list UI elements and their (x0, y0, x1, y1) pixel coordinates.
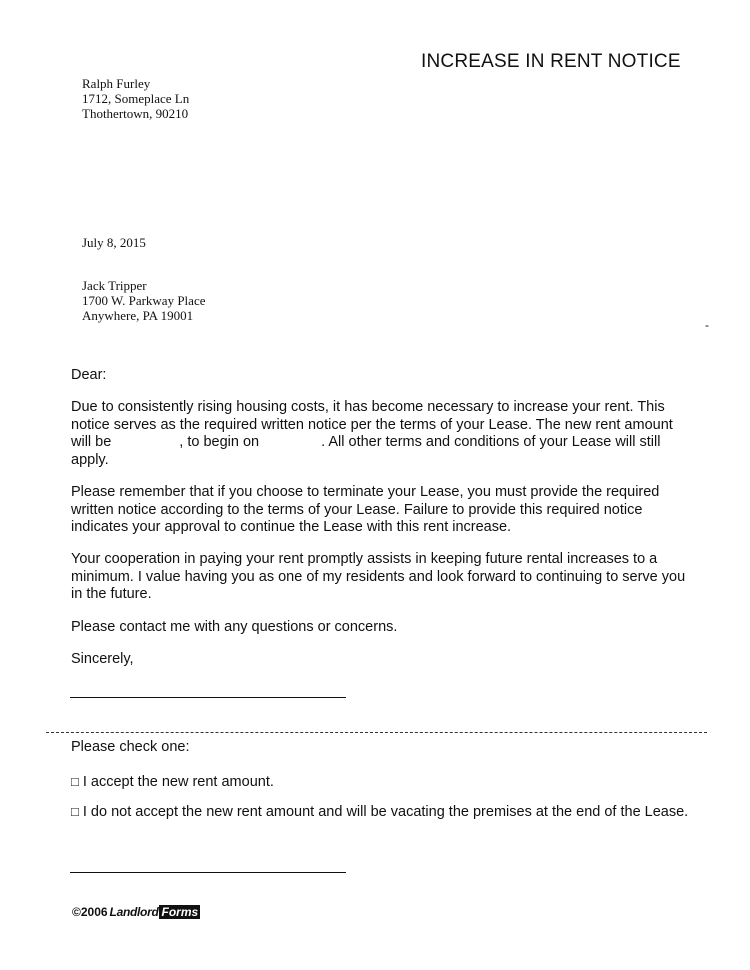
sender-city: Thothertown, 90210 (82, 106, 189, 121)
sender-street: 1712, Someplace Ln (82, 91, 190, 106)
brand-logo-text: Landlord (109, 905, 159, 919)
paragraph-contact: Please contact me with any questions or concerns. (71, 619, 398, 635)
salutation: Dear: (71, 367, 107, 383)
check-heading: Please check one: (71, 739, 190, 755)
paragraph-rent-increase (71, 399, 691, 469)
decline-checkbox[interactable]: □ (71, 804, 79, 819)
sender-name: Ralph Furley (82, 76, 151, 91)
option-accept-label: I accept the new rent amount. (82, 774, 274, 790)
tear-off-divider (46, 732, 707, 733)
option-decline-label: I do not accept the new rent amount and will be vacating the premises at the end of the Lease. (82, 804, 689, 820)
recipient-address-block (82, 278, 205, 323)
paragraph-cooperation: Your cooperation in paying your rent promptly assists in keeping future rental increases to a minimum. I value having you as one of my residents and look forward to continuing to serve you in the future. (71, 551, 686, 602)
letter-date: July 8, 2015 (82, 235, 146, 250)
paragraph-rent-increase-part-2: , to begin on (179, 434, 260, 450)
option-accept[interactable] (71, 773, 691, 792)
recipient-name: Jack Tripper (82, 278, 147, 293)
tenant-signature-line[interactable] (70, 872, 346, 873)
brand-logo-forms: Forms (161, 905, 199, 919)
landlord-signature-line[interactable] (70, 697, 346, 698)
paragraph-termination: Please remember that if you choose to terminate your Lease, you must provide the required written notice according to the terms of your Lease. Failure to provide this required notice indicates your approval to continue the Lease with this rent increase. (71, 484, 660, 535)
document-title: INCREASE IN RENT NOTICE (421, 51, 681, 72)
copyright-text: ©2006 (72, 905, 108, 919)
recipient-city: Anywhere, PA 19001 (82, 308, 194, 323)
recipient-street: 1700 W. Parkway Place (82, 293, 206, 308)
margin-mark: - (705, 318, 709, 332)
accept-checkbox[interactable]: □ (71, 774, 79, 789)
sender-address-block (82, 76, 189, 121)
footer-copyright (72, 905, 200, 919)
option-decline[interactable] (71, 802, 691, 822)
closing: Sincerely, (71, 651, 134, 667)
paragraph-rent-increase-part-1: Due to consistently rising housing costs, it has become necessary to increase your rent. This notice serves as the required written notice per the terms of your Lease. The new rent amount will be (71, 399, 673, 450)
paragraph-rent-increase-part-3: . All other terms and conditions of your Lease will still apply. (71, 434, 661, 468)
